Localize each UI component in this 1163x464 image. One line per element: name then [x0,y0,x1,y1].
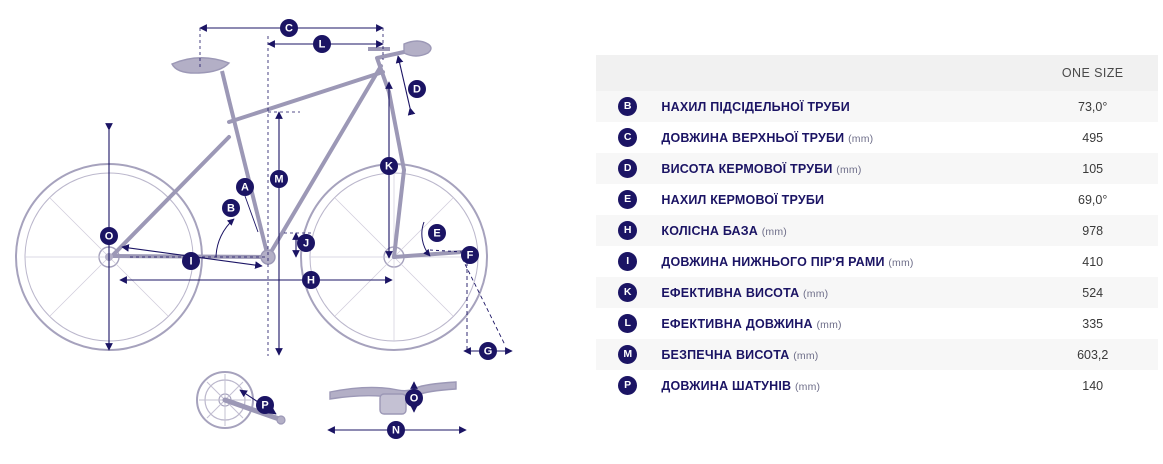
measure-value: 603,2 [1077,347,1109,362]
row-badge-cell [596,339,659,370]
svg-text:M: M [274,173,284,186]
row-name-cell [659,370,1027,401]
measure-badge: L [618,314,637,333]
diagram-marker-H [302,271,320,289]
table-header [596,55,1158,91]
row-name-cell [659,246,1027,277]
svg-text:D: D [413,83,421,96]
measure-name: ДОВЖИНА НИЖНЬОГО ПІР'Я РАМИ [661,254,885,269]
diagram-marker-P [256,396,274,414]
header-badge-col [596,55,659,91]
measure-name: НАХИЛ КЕРМОВОЇ ТРУБИ [661,192,825,207]
measure-value: 335 [1082,316,1104,331]
svg-text:J: J [302,237,310,250]
header-name-col [659,55,1027,91]
diagram-marker-B [222,199,240,217]
row-badge-cell [596,153,659,184]
svg-text:F: F [466,249,474,262]
table-body [596,91,1158,401]
svg-text:E: E [433,227,441,240]
measure-badge: D [618,159,637,178]
measure-badge: H [618,221,637,240]
measure-badge: E [618,190,637,209]
svg-text:O: O [104,230,114,243]
row-name-cell [659,215,1027,246]
row-badge-cell [596,277,659,308]
table-row [596,153,1158,184]
row-badge-cell [596,122,659,153]
measure-unit: (mm) [803,287,829,300]
measure-badge: I [618,252,637,271]
diagram-markers [100,19,497,439]
diagram-marker-E [428,224,446,242]
measure-badge: C [618,128,637,147]
row-badge-cell [596,184,659,215]
diagram-marker-J [297,234,315,252]
measure-name: КОЛІСНА БАЗА [661,223,759,238]
measure-unit: (mm) [836,163,862,176]
table-row [596,184,1158,215]
row-badge-cell [596,308,659,339]
measure-name: НАХИЛ ПІДСІДЕЛЬНОЇ ТРУБИ [661,99,850,114]
measure-name: ДОВЖИНА ШАТУНІВ [661,378,792,393]
handlebar-illustration [330,382,456,414]
diagram-marker-D [408,80,426,98]
diagram-marker-A [236,178,254,196]
row-name-cell [659,339,1027,370]
measure-unit: (mm) [888,256,914,269]
measure-badge: B [618,97,637,116]
measure-name: ЕФЕКТИВНА ВИСОТА [661,285,800,300]
row-name-cell [659,308,1027,339]
svg-text:B: B [227,202,235,215]
diagram-marker-F [461,246,479,264]
diagram-marker-G [479,342,497,360]
measure-value: 495 [1082,130,1104,145]
measure-badge: K [618,283,637,302]
measure-value: 978 [1082,223,1104,238]
measure-name: ЕФЕКТИВНА ДОВЖИНА [661,316,813,331]
table-row [596,215,1158,246]
measure-unit: (mm) [761,225,787,238]
row-name-cell [659,184,1027,215]
measure-value: 410 [1082,254,1104,269]
svg-text:P: P [261,399,269,412]
diagram-marker-O-handlebar [405,389,423,407]
table-row [596,246,1158,277]
diagram-marker-L [313,35,331,53]
row-badge-cell [596,370,659,401]
dimension-lines [109,28,512,430]
diagram-marker-C [280,19,298,37]
row-badge-cell [596,246,659,277]
diagram-marker-I [182,252,200,270]
table-row [596,308,1158,339]
table-row [596,370,1158,401]
svg-text:H: H [307,274,315,287]
table-row [596,277,1158,308]
measure-unit: (mm) [794,380,821,393]
geometry-spec-table [596,55,1158,401]
measure-unit: (mm) [848,132,874,145]
diagram-marker-O [100,227,118,245]
table-row [596,91,1158,122]
svg-text:O: O [409,392,419,405]
measure-value: 105 [1082,161,1104,176]
svg-text:N: N [392,424,400,437]
svg-text:I: I [189,255,193,268]
svg-text:K: K [385,160,393,173]
measure-value: 140 [1082,378,1104,393]
measure-unit: (mm) [793,349,819,362]
svg-text:A: A [241,181,249,194]
measure-value: 69,0° [1078,192,1108,207]
table-row [596,339,1158,370]
row-name-cell [659,122,1027,153]
measure-name: ВИСОТА КЕРМОВОЇ ТРУБИ [661,161,833,176]
measure-name: БЕЗПЕЧНА ВИСОТА [661,347,790,362]
table-row [596,122,1158,153]
row-badge-cell [596,91,659,122]
row-name-cell [659,153,1027,184]
measure-value: 524 [1082,285,1104,300]
header-size-col: ONE SIZE [1027,55,1158,91]
diagram-marker-N [387,421,405,439]
measure-badge: M [618,345,637,364]
row-name-cell [659,91,1027,122]
diagram-marker-M [270,170,288,188]
svg-text:L: L [318,38,326,51]
measure-badge: P [618,376,637,395]
measure-name: ДОВЖИНА ВЕРХНЬОЇ ТРУБИ [661,130,845,145]
svg-text:G: G [483,345,493,358]
svg-text:C: C [285,22,293,35]
diagram-marker-K [380,157,398,175]
row-badge-cell [596,215,659,246]
measure-value: 73,0° [1078,99,1108,114]
row-name-cell [659,277,1027,308]
measure-unit: (mm) [816,318,842,331]
